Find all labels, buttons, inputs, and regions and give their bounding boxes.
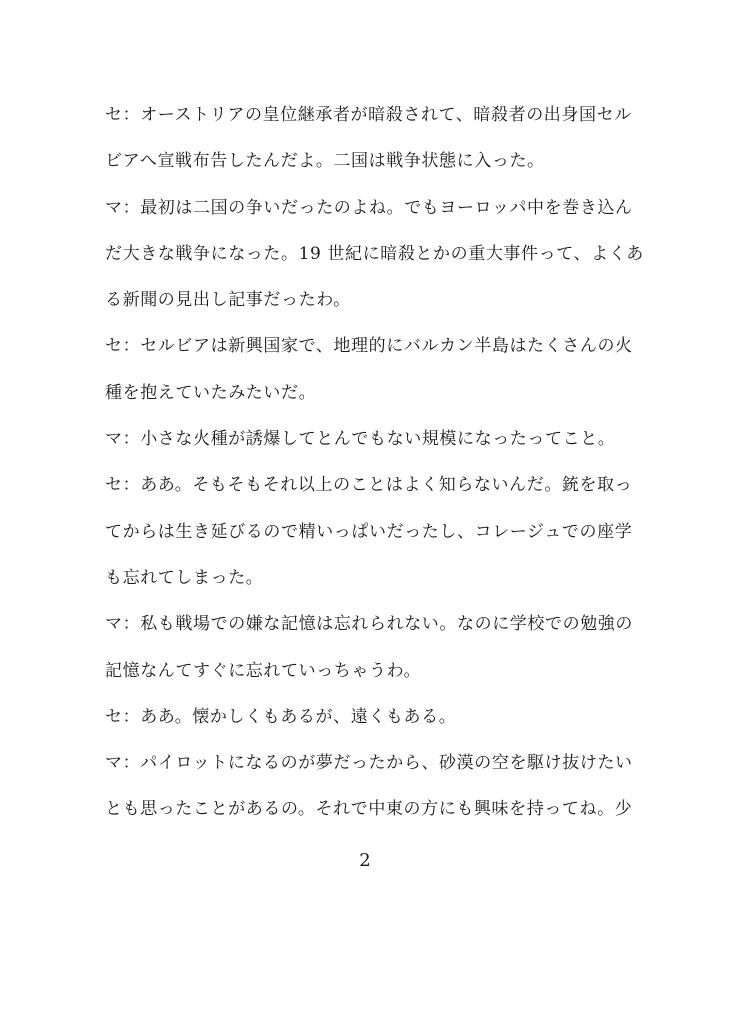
text-line: マ：小さな火種が誘爆してとんでもない規模になったってこと。 bbox=[105, 429, 616, 450]
page-number: 2 bbox=[359, 850, 371, 871]
text-line: てからは生き延びるので精いっぱいだったし、コレージュでの座学 bbox=[105, 521, 633, 542]
text-line: マ：パイロットになるのが夢だったから、砂漠の空を駆け抜けたい bbox=[105, 753, 633, 774]
text-line: 種を抱えていたみたいだ。 bbox=[105, 382, 317, 403]
text-line: だ大きな戦争になった。19 世紀に暗殺とかの重大事件って、よくあ bbox=[105, 243, 644, 264]
text-line: セ：ああ。そもそもそれ以上のことはよく知らないんだ。銃を取っ bbox=[105, 475, 633, 496]
dialogue-text-block bbox=[105, 100, 644, 841]
text-line: ビアへ宣戦布告したんだよ。二国は戦争状態に入った。 bbox=[105, 151, 545, 172]
text-line: 記憶なんてすぐに忘れていっちゃうわ。 bbox=[105, 660, 422, 681]
text-line: セ：ああ。懐かしくもあるが、遠くもある。 bbox=[105, 706, 457, 727]
text-line: マ：最初は二国の争いだったのよね。でもヨーロッパ中を巻き込ん bbox=[105, 197, 633, 218]
text-line: とも思ったことがあるの。それで中東の方にも興味を持ってね。少 bbox=[105, 799, 633, 820]
text-line: マ：私も戦場での嫌な記憶は忘れられない。なのに学校での勉強の bbox=[105, 614, 633, 635]
text-line: も忘れてしまった。 bbox=[105, 567, 264, 588]
text-line: セ：オーストリアの皇位継承者が暗殺されて、暗殺者の出身国セル bbox=[105, 105, 632, 125]
text-line: セ：セルビアは新興国家で、地理的にバルカン半島はたくさんの火 bbox=[105, 336, 633, 357]
text-line: る新聞の見出し記事だったわ。 bbox=[105, 290, 351, 311]
